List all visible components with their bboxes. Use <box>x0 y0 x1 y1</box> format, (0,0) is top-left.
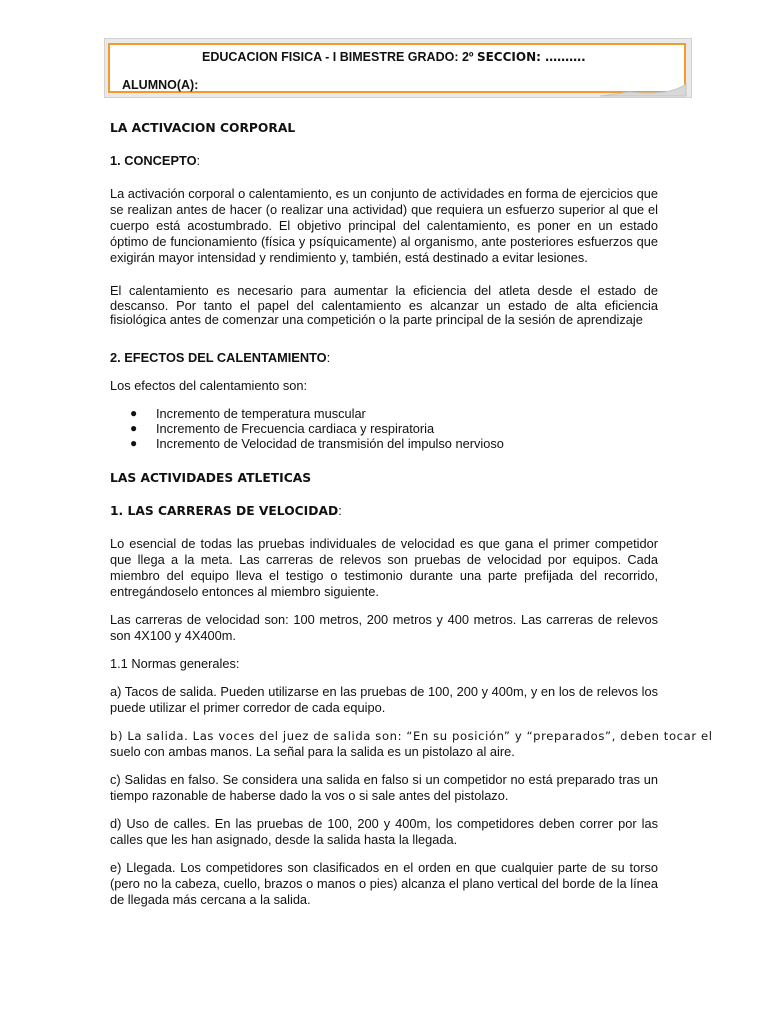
list-item-text: Incremento de Frecuencia cardiaca y respiratoria <box>156 420 435 436</box>
section-1-heading <box>110 153 658 168</box>
page-curl-decoration <box>600 82 690 98</box>
section-2-heading <box>110 350 658 365</box>
rule-a: a) Tacos de salida. Pueden utilizarse en las pruebas de 100, 200 y 400m, y en los de relevos los puede utilizar el primer corredor de cada equipo. <box>110 683 658 715</box>
heading-colon: : <box>326 349 331 365</box>
paragraph-concept: La activación corporal o calentamiento, es un conjunto de actividades en forma de ejercicios que se realizan antes de hacer (o realizar una actividad) que requiera un esfuerzo superior al que el cuerpo está acostumbrado. El objetivo principal del calentamiento, es poner en un estado óptimo de funcionamiento (física y psíquicamente) al organismo, ante posteriores esfuerzos que exigirán mayor intensidad y rendimiento y, también, está destinado a evitar lesiones. <box>110 186 658 265</box>
heading-colon: : <box>196 153 201 168</box>
header-course: EDUCACION FISICA - I BIMESTRE GRADO: 2º <box>202 50 477 64</box>
effects-intro: Los efectos del calentamiento son: <box>110 377 308 393</box>
section-heading-text: 2. EFECTOS DEL CALENTAMIENTO <box>110 349 327 365</box>
section-heading-text: 1. LAS CARRERAS DE VELOCIDAD <box>110 503 339 518</box>
section-heading-text: 1. CONCEPTO <box>110 153 197 168</box>
bullet-icon: ● <box>130 405 138 420</box>
rule-b-line2: suelo con ambas manos. La señal para la salida es un pistolazo al aire. <box>110 743 515 759</box>
list-item-text: Incremento de Velocidad de transmisión del impulso nervioso <box>156 435 504 451</box>
heading-colon: : <box>338 502 342 518</box>
list-item <box>110 436 658 451</box>
document-body <box>110 120 713 908</box>
rule-e: e) Llegada. Los competidores son clasificados en el orden en que cualquier parte de su torso (pero no la cabeza, cuello, brazos o manos o pies) alcanza el plano vertical del borde de la línea de llegada más cercana a la salida. <box>110 859 658 907</box>
athletics-title: LAS ACTIVIDADES ATLETICAS <box>110 470 312 485</box>
header-title <box>202 50 586 64</box>
paragraph-sprints: Lo esencial de todas las pruebas individuales de velocidad es que gana el primer competidor que llega a la meta. Las carreras de relevos son pruebas de velocidad por equipos. Cada miembro del equipo lleva el testigo o testimonio durante una parte prefijada del recorrido, entregándoselo entonces al miembro siguiente. <box>110 535 658 599</box>
bullet-icon: ● <box>130 420 138 435</box>
paragraph-distances: Las carreras de velocidad son: 100 metros, 200 metros y 400 metros. Las carreras de relevos son 4X100 y 4X400m. <box>110 611 658 643</box>
doc-title: LA ACTIVACION CORPORAL <box>110 121 296 135</box>
list-item-text: Incremento de temperatura muscular <box>156 405 366 421</box>
section-3-heading <box>110 503 658 518</box>
bullet-icon: ● <box>130 435 138 450</box>
rule-c: c) Salidas en falso. Se considera una salida en falso si un competidor no está preparado tras un tiempo razonable de haberse dado la vos o si sale antes del pistolazo. <box>110 771 658 803</box>
header-section: SECCION: ………. <box>476 50 586 64</box>
paragraph-efficiency: El calentamiento es necesario para aumentar la eficiencia del atleta desde el estado de descanso. Por tanto el papel del calentamiento es alcanzar un estado de alta eficiencia fisiológica antes de comenzar una competición o la parte principal de la sesión de aprendizaje <box>110 283 658 327</box>
student-label: ALUMNO(A): <box>122 78 199 92</box>
effects-list <box>110 406 658 451</box>
subheading-norms: 1.1 Normas generales: <box>110 655 240 671</box>
rule-b-line1: b) La salida. Las voces del juez de salida son: “En su posición” y “preparados”, deben tocar el <box>110 728 713 743</box>
rule-b <box>110 728 713 760</box>
rule-d: d) Uso de calles. En las pruebas de 100, 200 y 400m, los competidores deben correr por las calles que les han asignado, desde la salida hasta la llegada. <box>110 815 658 847</box>
list-item <box>110 406 658 421</box>
list-item <box>110 421 658 436</box>
